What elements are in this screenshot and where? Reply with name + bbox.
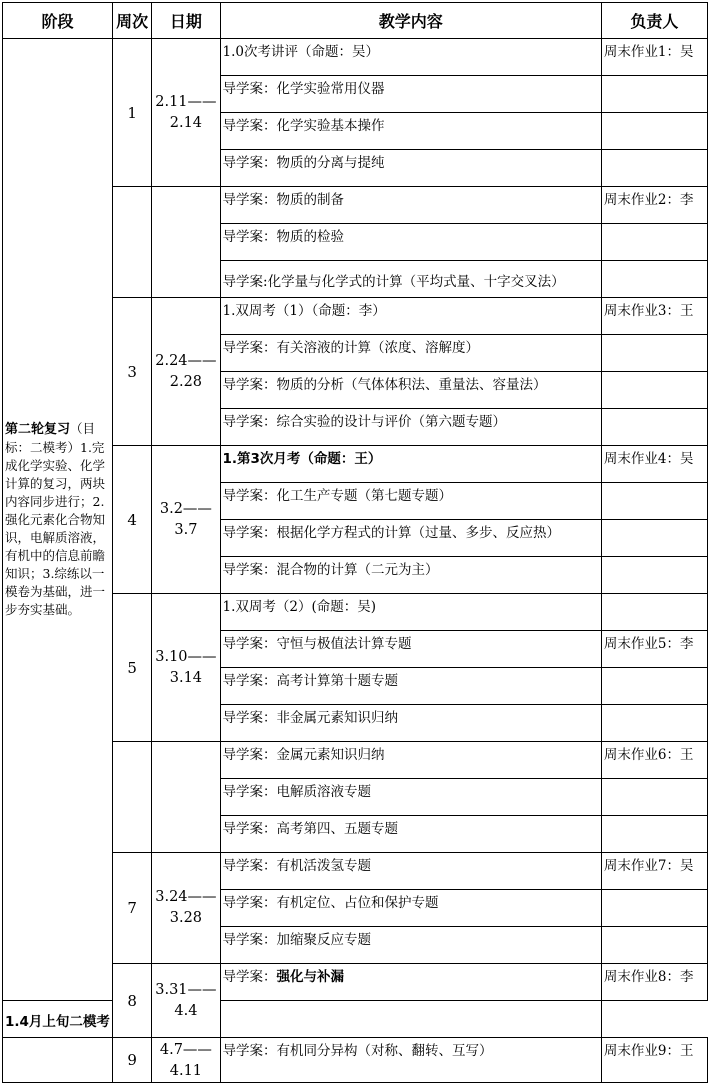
content-cell: 导学案：化学实验基本操作: [220, 113, 601, 150]
content-cell: 导学案：金属元素知识归纳: [220, 742, 601, 779]
date-cell: 3.24——3.28: [152, 853, 220, 964]
week-cell: [112, 187, 151, 298]
stage-cell-next: [3, 1038, 113, 1083]
stage-description: （目标：二模考）1.完成化学实验、化学计算的复习，两块内容同步进行；2.强化元素化合物知识，电解质溶液，有机中的信息前瞻知识；3.综练以一模卷为基础，进一步夯实基础。: [5, 421, 106, 617]
responsible-cell: 周末作业3：王: [601, 298, 707, 335]
content-cell: 导学案：加缩聚反应专题: [220, 927, 601, 964]
content-cell: 导学案：物质的制备: [220, 187, 601, 224]
week-cell: 8: [112, 964, 151, 1038]
content-cell: 导学案：物质的检验: [220, 224, 601, 261]
responsible-cell: [601, 705, 707, 742]
responsible-cell: [601, 779, 707, 816]
responsible-cell: [601, 483, 707, 520]
content-cell: 导学案：根据化学方程式的计算（过量、多步、反应热）: [220, 520, 601, 557]
responsible-cell: [601, 520, 707, 557]
content-cell: 导学案：物质的分离与提纯: [220, 150, 601, 187]
week-cell: 9: [112, 1038, 151, 1083]
content-prefix: 导学案：: [222, 969, 277, 985]
content-cell: 导学案：有机活泼氢专题: [220, 853, 601, 890]
header-content: 教学内容: [220, 3, 601, 39]
responsible-cell: [601, 816, 707, 853]
responsible-cell: [601, 113, 707, 150]
responsible-cell: [601, 668, 707, 705]
content-cell: 导学案：化工生产专题（第七题专题）: [220, 483, 601, 520]
content-cell: 导学案:化学量与化学式的计算（平均式量、十字交叉法）: [220, 261, 601, 298]
content-bold-text: 强化与补漏: [276, 969, 345, 985]
week-cell: 3: [112, 298, 151, 446]
content-cell: 1.双周考（2）(命题：吴): [220, 594, 601, 631]
content-cell: 导学案：高考计算第十题专题: [220, 668, 601, 705]
week-cell: 4: [112, 446, 151, 594]
table-row: [3, 1038, 708, 1083]
responsible-cell: [601, 409, 707, 446]
week-cell: [112, 742, 151, 853]
content-cell: 1.0次考讲评（命题：吴）: [220, 39, 601, 76]
responsible-cell: 周末作业7：吴: [601, 853, 707, 890]
responsible-cell: 周末作业8：李: [601, 964, 707, 1001]
responsible-cell: 周末作业1：吴: [601, 39, 707, 76]
content-cell: 导学案：非金属元素知识归纳: [220, 705, 601, 742]
week-cell: 1: [112, 39, 151, 187]
content-cell: 导学案：有机定位、占位和保护专题: [220, 890, 601, 927]
header-row: [3, 3, 708, 39]
date-cell: 3.31——4.4: [152, 964, 220, 1038]
stage-cell: [3, 39, 113, 1001]
content-cell: 1.第3次月考（命题：王）: [220, 446, 601, 483]
responsible-cell: [601, 261, 707, 298]
week-cell: 5: [112, 594, 151, 742]
content-cell: 导学案：守恒与极值法计算专题: [220, 631, 601, 668]
responsible-cell: [601, 335, 707, 372]
responsible-cell: 周末作业2：李: [601, 187, 707, 224]
responsible-cell: [601, 150, 707, 187]
content-cell: 导学案：有关溶液的计算（浓度、溶解度）: [220, 335, 601, 372]
responsible-cell: [601, 557, 707, 594]
date-cell: [152, 742, 220, 853]
content-cell: 导学案：电解质溶液专题: [220, 779, 601, 816]
table-row: [3, 39, 708, 76]
stage-title: 第二轮复习: [5, 422, 71, 437]
week-cell: 7: [112, 853, 151, 964]
content-cell: [220, 964, 601, 1001]
responsible-cell: 周末作业5：李: [601, 631, 707, 668]
responsible-cell: [601, 594, 707, 631]
table-row: [3, 1001, 708, 1038]
responsible-cell: [601, 224, 707, 261]
content-cell: 1.4月上旬二模考: [3, 1001, 113, 1038]
content-cell: 导学案：高考第四、五题专题: [220, 816, 601, 853]
content-cell: 导学案：综合实验的设计与评价（第六题专题）: [220, 409, 601, 446]
content-cell: 1.双周考（1）（命题：李）: [220, 298, 601, 335]
responsible-cell: [601, 76, 707, 113]
responsible-cell: [220, 1001, 601, 1038]
content-cell: 导学案：物质的分析（气体体积法、重量法、容量法）: [220, 372, 601, 409]
content-cell: 导学案：混合物的计算（二元为主）: [220, 557, 601, 594]
date-cell: 4.7——4.11: [152, 1038, 220, 1083]
date-cell: 2.11——2.14: [152, 39, 220, 187]
date-cell: 3.2——3.7: [152, 446, 220, 594]
date-cell: [152, 187, 220, 298]
schedule-table: [2, 2, 708, 1083]
header-responsible: 负责人: [601, 3, 707, 39]
content-cell: 导学案：化学实验常用仪器: [220, 76, 601, 113]
responsible-cell: [601, 372, 707, 409]
responsible-cell: 周末作业4：吴: [601, 446, 707, 483]
responsible-cell: [601, 927, 707, 964]
header-stage: 阶段: [3, 3, 113, 39]
date-cell: 3.10——3.14: [152, 594, 220, 742]
content-cell: 导学案：有机同分异构（对称、翻转、互写）: [220, 1038, 601, 1083]
responsible-cell: 周末作业9：王: [601, 1038, 707, 1083]
responsible-cell: 周末作业6：王: [601, 742, 707, 779]
header-week: 周次: [112, 3, 151, 39]
responsible-cell: [601, 890, 707, 927]
header-date: 日期: [152, 3, 220, 39]
date-cell: 2.24——2.28: [152, 298, 220, 446]
